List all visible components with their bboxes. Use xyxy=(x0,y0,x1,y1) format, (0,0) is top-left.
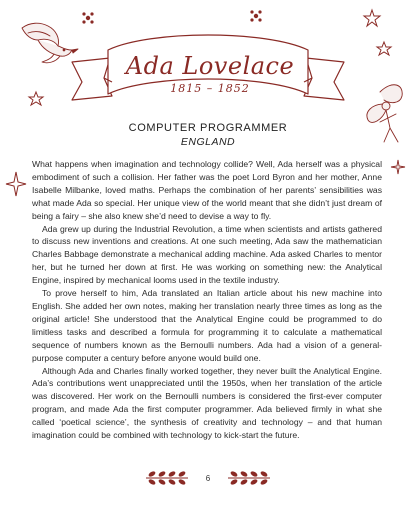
person-name: Ada Lovelace xyxy=(125,52,295,80)
role-heading: COMPUTER PROGRAMMER xyxy=(128,122,288,134)
laurel-icon xyxy=(146,471,188,485)
laurel-icon xyxy=(228,471,270,485)
life-dates: 1815 – 1852 xyxy=(170,82,250,95)
page-number: 6 xyxy=(205,474,211,483)
country-subheading: ENGLAND xyxy=(180,136,236,148)
paragraph: What happens when imagination and technology collide? Well, Ada herself was a physical embodiment of such a collision. Her father was the poet Lord Byron and her mother, Anne Isabelle Milbanke, loved maths. Perhaps the combination of her parents’ sensibilities was what made Ada so special. Her unique view of the world meant that she didn’t just dream of being a fairy – she also knew she’d need to devise a way to fly. xyxy=(32,159,382,221)
flower-icon xyxy=(250,10,261,21)
flower-icon xyxy=(82,12,93,23)
paragraph: Although Ada and Charles finally worked together, they never built the Analytical Engine. Ada’s contributions went unappreciated until the 1950s, when her translation of the article was discovered. Her work on the Bernoulli numbers is considered the first-ever computer program, and made Ada the first computer programmer. Ada believed firmly in what she called ‘poetical science’, the synthesis of creativity and technology – and that human imagination could be combined with technology to kick-start the future. xyxy=(32,365,382,441)
star-icon xyxy=(6,172,26,196)
star-icon xyxy=(391,160,405,174)
paragraph: Ada grew up during the Industrial Revolution, a time when scientists and artists gathered to discuss new inventions and creations. At one such meeting, Ada saw the mathematician Charles Babbage demonstrate a mechanical adding machine. Ada asked Charles to mentor her, but he turned her down at first. He was working on something new: the Analytical Engine, inspired by mechanical looms used in the textile industry. xyxy=(32,223,382,286)
dove-icon xyxy=(22,23,78,63)
biography-text xyxy=(32,158,382,442)
paragraph: To prove herself to him, Ada translated an Italian article about his new machine into English. She added her own notes, making her translation nearly three times as long as the original article! She understood that the Analytical Engine could be programmed to do limitless tasks and described a formula for programming it to calculate a mathematical sequence of numbers known as the Bernoulli numbers. Ada had a vision of a general-purpose computer a century before anyone would build one. xyxy=(32,288,382,363)
